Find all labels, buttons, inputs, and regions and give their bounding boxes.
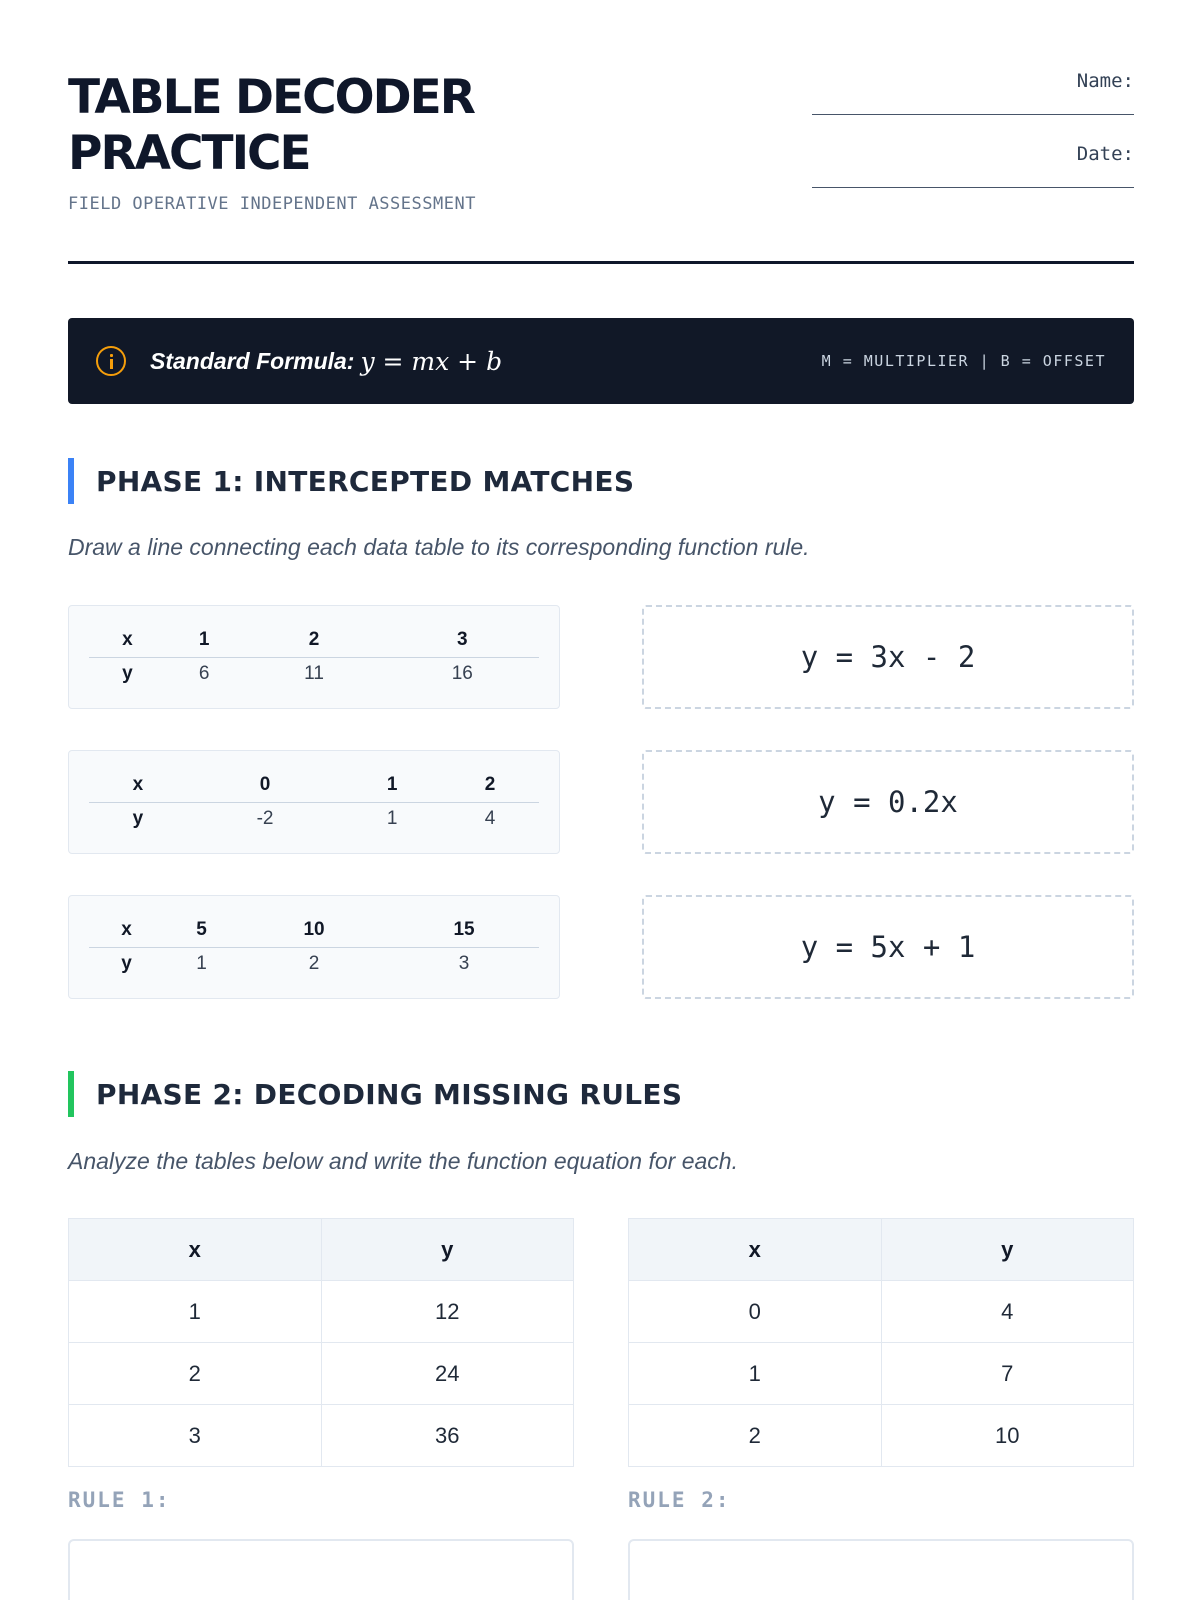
table-cell: 1 [629,1343,882,1405]
page-title: TABLE DECODER PRACTICE [68,70,474,181]
table-row [629,1281,1134,1343]
match-table-1[interactable] [68,605,560,709]
equation-box-1[interactable]: y = 3x - 2 [642,605,1134,709]
match-table-2[interactable] [68,750,560,854]
table-cell: x [89,769,187,802]
match-table-1-grid [89,624,539,690]
table-cell: y [132,807,144,829]
phase1-accent-bar [68,458,74,504]
match-table-2-grid [89,769,539,835]
table-cell: -2 [256,807,274,829]
table-cell: 15 [389,914,539,947]
table-cell: 6 [198,662,210,684]
phase1-heading [68,458,1134,504]
equation-box-3[interactable]: y = 5x + 1 [642,895,1134,999]
table-cell: 3 [69,1405,322,1467]
formula-legend: M = MULTIPLIER | B = OFFSET [821,352,1106,370]
table-cell: 1 [196,952,207,974]
table-cell: 2 [69,1343,322,1405]
table-cell: 3 [458,952,470,974]
page-subtitle: FIELD OPERATIVE INDEPENDENT ASSESSMENT [68,194,476,214]
table-row [629,1343,1134,1405]
rule-1-answer-field[interactable] [68,1539,574,1600]
table-row [69,1281,574,1343]
table-cell: 10 [239,914,389,947]
table-cell: y [122,662,133,684]
phase1-instruction: Draw a line connecting each data table to its corresponding function rule. [68,534,810,560]
phase1-title: PHASE 1: INTERCEPTED MATCHES [96,464,635,498]
table-cell: 16 [451,662,473,684]
rule-table-1 [68,1218,574,1467]
table-cell: 2 [629,1405,882,1467]
table-header: y [321,1219,574,1281]
table-header: x [69,1219,322,1281]
table-cell: 4 [881,1281,1134,1343]
formula-banner [68,318,1134,404]
match-table-3-grid [89,914,539,980]
table-cell: 1 [386,807,398,829]
formula-equation: y = mx + b [360,346,503,376]
table-cell: 10 [881,1405,1134,1467]
table-header: y [881,1219,1134,1281]
table-cell: 36 [321,1405,574,1467]
table-cell: 11 [304,662,324,684]
date-label: Date: [1076,143,1134,165]
equation-box-2[interactable]: y = 0.2x [642,750,1134,854]
table-row [69,1405,574,1467]
table-cell: 1 [343,769,441,802]
phase2-instruction: Analyze the tables below and write the function equation for each. [68,1148,738,1174]
rule-2-label: RULE 2: [628,1488,731,1512]
table-cell: 0 [629,1281,882,1343]
table-cell: 2 [308,952,320,974]
table-row [629,1405,1134,1467]
table-cell: 0 [187,769,343,802]
rule-1-label: RULE 1: [68,1488,171,1512]
table-cell: 12 [321,1281,574,1343]
name-field[interactable] [812,114,1134,115]
table-cell: 24 [321,1343,574,1405]
formula-label: Standard Formula: [150,347,355,374]
table-cell: x [89,624,166,657]
phase2-accent-bar [68,1071,74,1117]
table-cell: 5 [164,914,239,947]
rule-2-answer-field[interactable] [628,1539,1134,1600]
name-date-block [812,70,1134,216]
worksheet-header [68,70,1134,265]
table-cell: 2 [242,624,385,657]
info-icon [96,346,126,376]
date-field[interactable] [812,187,1134,188]
phase2-title: PHASE 2: DECODING MISSING RULES [96,1077,683,1111]
rule-table-2 [628,1218,1134,1467]
table-cell: x [89,914,164,947]
table-cell: 2 [441,769,539,802]
table-row [69,1343,574,1405]
name-label: Name: [1076,70,1134,92]
table-cell: 3 [386,624,539,657]
table-cell: 7 [881,1343,1134,1405]
table-cell: 4 [484,807,496,829]
header-divider [68,261,1134,264]
phase2-heading [68,1071,1134,1117]
table-cell: 1 [69,1281,322,1343]
match-table-3[interactable] [68,895,560,999]
table-cell: y [121,952,132,974]
table-header: x [629,1219,882,1281]
table-cell: 1 [166,624,243,657]
